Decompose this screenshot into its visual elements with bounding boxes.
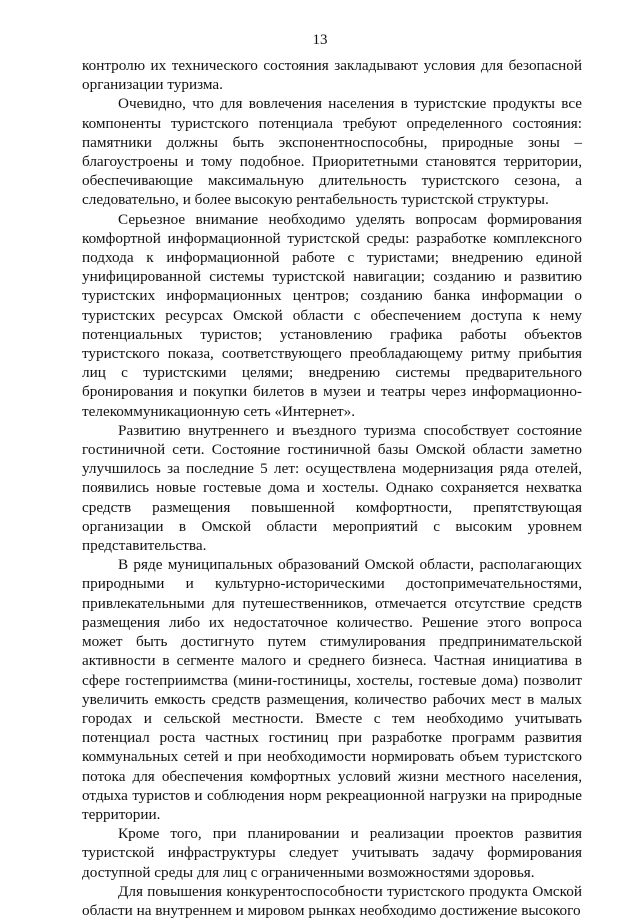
paragraph-2: Очевидно, что для вовлечения населения в туристские продукты все компоненты туристского потенциала требуют определенного состояния: памятники должны быть экспонентноспособны, природные зоны – благоустроены и тому подобное. Приоритетными становятся территории, обеспечивающие максимальную длительность туристского сезона, а следовательно, и более высокую рентабельность туристской структуры. (82, 95, 582, 209)
paragraph-1: контролю их технического состояния закладывают условия для безопасной организации туризма. (82, 57, 582, 94)
paragraph-6: Кроме того, при планировании и реализации проектов развития туристской инфраструктуры следует учитывать задачу формирования доступной среды для лиц с ограниченными возможностями здоровья. (82, 825, 582, 881)
paragraph-7: Для повышения конкурентоспособности туристского продукта Омской области на внутреннем и мировом рынках необходимо достижение высокого (82, 882, 582, 919)
paragraph-5: В ряде муниципальных образований Омской области, располагающих природными и культурно-историческими достопримечательностями, привлекательными для путешественников, отмечается отсутствие средств размещения либо их недостаточное количество. Решение этого вопроса может быть достигнуто путем стимулирования предпринимательской активности в сегменте малого и среднего бизнеса. Частная инициатива в сфере гостеприимства (мини-гостиницы, хостелы, гостевые дома) позволит увеличить емкость средств размещения, количество рабочих мест в малых городах и сельской местности. Вместе с тем необходимо учитывать потенциал роста частных гостиниц при разработке программ развития коммунальных сетей и при необходимости нормировать объем туристского потока для обеспечения комфортных условий жизни местного населения, отдыха туристов и соблюдения норм рекреационной нагрузки на природные территории. (82, 556, 582, 823)
paragraph-3: Серьезное внимание необходимо уделять вопросам формирования комфортной информационной туристской среды: разработке комплексного подхода к информационной работе с туристами; внедрению единой унифицированной системы туристской навигации; созданию и развитию туристских информационных центров; созданию банка информации о туристских ресурсах Омской области с обеспечением доступа к нему потенциальных туристов; установлению графика работы объектов туристского показа, соответствующего преобладающему ритму прибытия лиц с туристскими целями; внедрению системы предварительного бронирования и покупки билетов в музеи и театры через информационно-телекоммуникационную сеть «Интернет». (82, 210, 582, 420)
paragraph-4: Развитию внутреннего и въездного туризма способствует состояние гостиничной сети. Состояние гостиничной базы Омской области заметно улучшилось за последние 5 лет: осуществлена модернизация ряда отелей, появились новые гостевые дома и хостелы. Однако сохраняется нехватка средств размещения повышенной комфортности, препятствующая организации в Омской области мероприятий с высоким уровнем представительства. (82, 421, 582, 555)
document-body (82, 56, 582, 920)
page-number: 13 (312, 32, 328, 48)
